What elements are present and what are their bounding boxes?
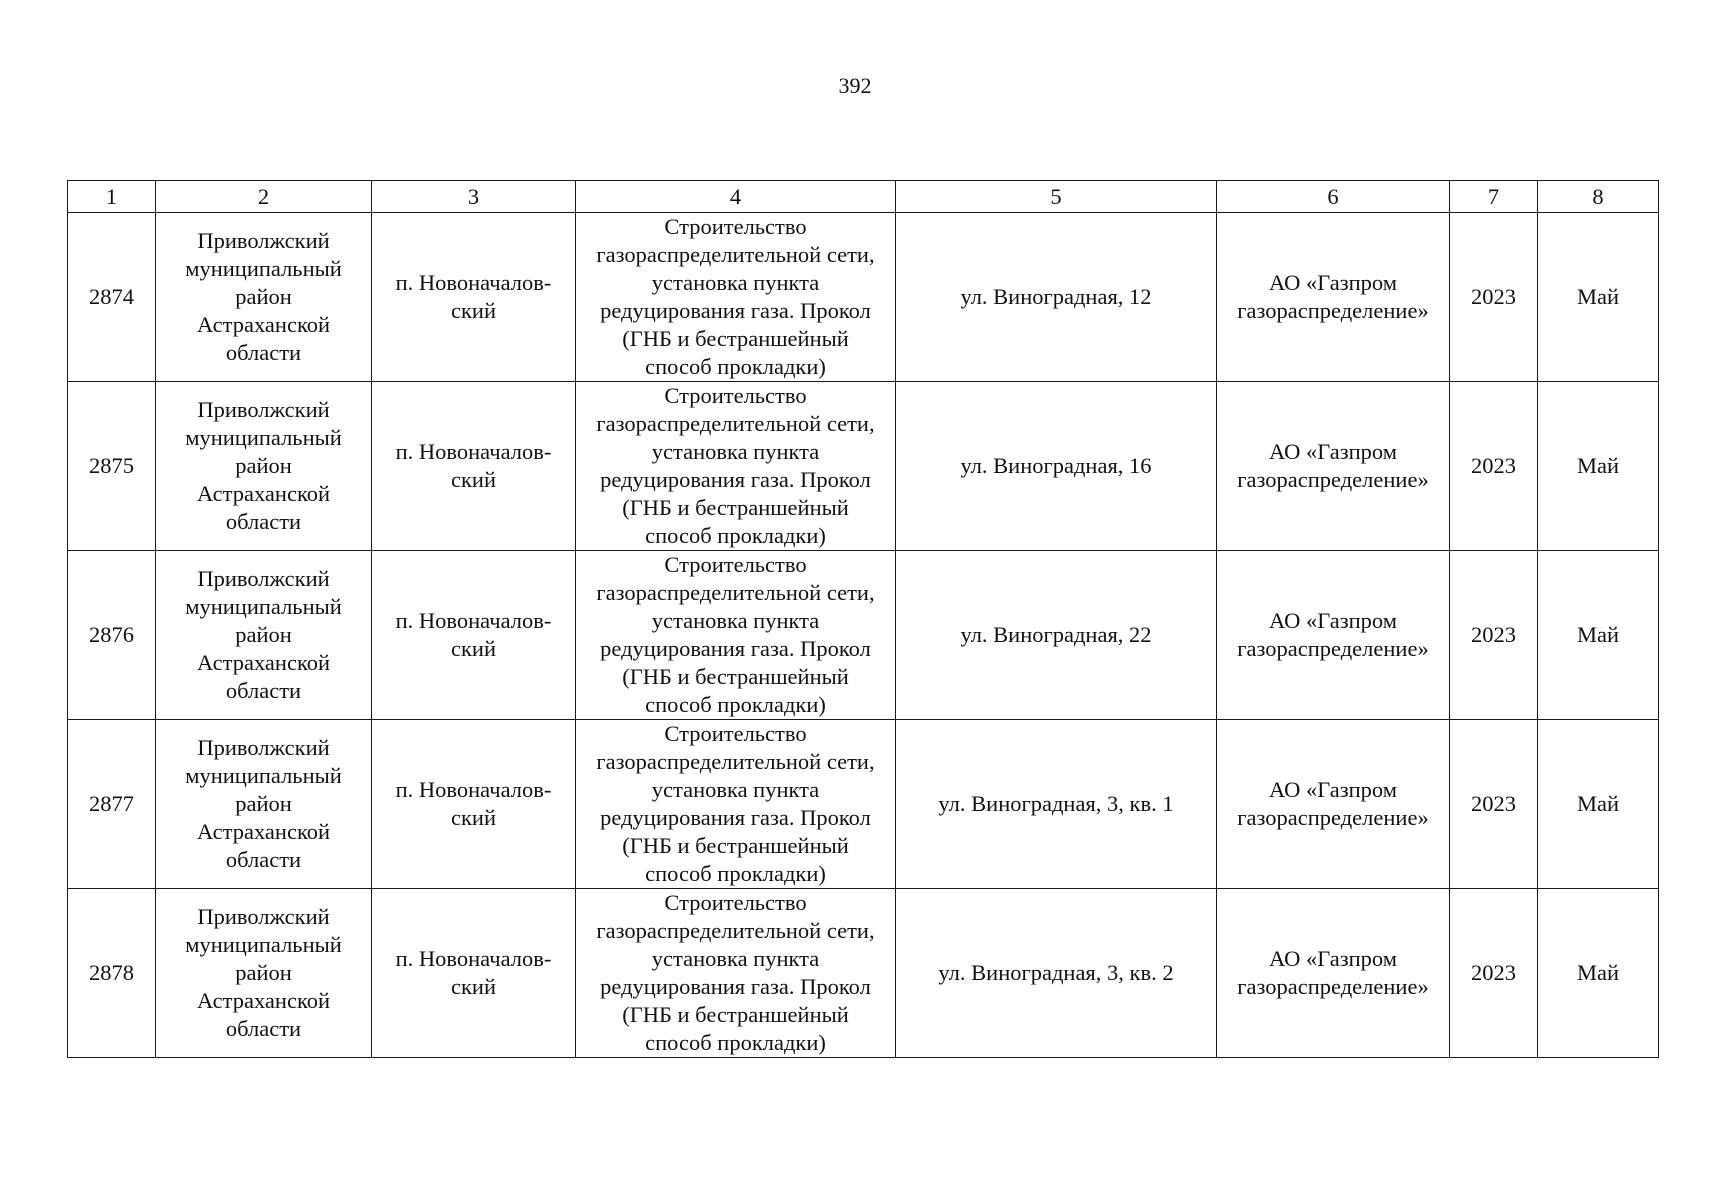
settlement-cell bbox=[372, 213, 576, 382]
column-header-4: 4 bbox=[576, 181, 896, 213]
settlement-cell bbox=[372, 889, 576, 1058]
work-description-cell bbox=[576, 551, 896, 720]
organization-cell bbox=[1217, 889, 1450, 1058]
settlement-cell bbox=[372, 551, 576, 720]
district-cell bbox=[156, 213, 372, 382]
num-text: 2874 bbox=[89, 284, 134, 309]
column-header-1: 1 bbox=[68, 181, 156, 213]
work-description-cell bbox=[576, 720, 896, 889]
work-text: Строительство газораспределительной сети, установка пункта редуцирования газа. Прокол (ГНБ и бестраншейный способ прокладки) bbox=[596, 890, 875, 1055]
row-number-cell bbox=[68, 213, 156, 382]
work-text: Строительство газораспределительной сети, установка пункта редуцирования газа. Прокол (ГНБ и бестраншейный способ прокладки) bbox=[596, 552, 875, 717]
district-cell bbox=[156, 551, 372, 720]
district-text: Приволжский муниципальный район Астраханской области bbox=[185, 566, 342, 703]
settlement-text: п. Новоначалов- ский bbox=[395, 270, 552, 323]
address-cell bbox=[896, 720, 1217, 889]
address-text: ул. Виноградная, 22 bbox=[960, 622, 1152, 647]
district-text: Приволжский муниципальный район Астраханской области bbox=[185, 904, 342, 1041]
table-body bbox=[68, 213, 1659, 1058]
district-cell bbox=[156, 889, 372, 1058]
organization-cell bbox=[1217, 382, 1450, 551]
row-number-cell bbox=[68, 382, 156, 551]
work-description-cell bbox=[576, 382, 896, 551]
year-cell bbox=[1450, 889, 1538, 1058]
organization-cell bbox=[1217, 213, 1450, 382]
year-text: 2023 bbox=[1471, 960, 1516, 985]
column-header-2: 2 bbox=[156, 181, 372, 213]
organization-cell bbox=[1217, 551, 1450, 720]
settlement-text: п. Новоначалов- ский bbox=[395, 608, 552, 661]
year-cell bbox=[1450, 382, 1538, 551]
column-header-6: 6 bbox=[1217, 181, 1450, 213]
work-text: Строительство газораспределительной сети, установка пункта редуцирования газа. Прокол (ГНБ и бестраншейный способ прокладки) bbox=[596, 383, 875, 548]
address-cell bbox=[896, 551, 1217, 720]
year-text: 2023 bbox=[1471, 284, 1516, 309]
num-text: 2878 bbox=[89, 960, 134, 985]
org-text: АО «Газпром газораспределение» bbox=[1237, 777, 1429, 830]
month-cell bbox=[1538, 720, 1659, 889]
settlement-text: п. Новоначалов- ский bbox=[395, 946, 552, 999]
settlement-cell bbox=[372, 720, 576, 889]
row-number-cell bbox=[68, 889, 156, 1058]
month-text: Май bbox=[1576, 960, 1620, 985]
organization-cell bbox=[1217, 720, 1450, 889]
column-header-5: 5 bbox=[896, 181, 1217, 213]
column-header-8: 8 bbox=[1538, 181, 1659, 213]
table-row bbox=[68, 551, 1659, 720]
work-description-cell bbox=[576, 889, 896, 1058]
year-text: 2023 bbox=[1471, 622, 1516, 647]
num-text: 2877 bbox=[89, 791, 134, 816]
year-text: 2023 bbox=[1471, 453, 1516, 478]
org-text: АО «Газпром газораспределение» bbox=[1237, 946, 1429, 999]
work-text: Строительство газораспределительной сети, установка пункта редуцирования газа. Прокол (ГНБ и бестраншейный способ прокладки) bbox=[596, 214, 875, 379]
address-text: ул. Виноградная, 12 bbox=[960, 284, 1152, 309]
table-row bbox=[68, 889, 1659, 1058]
district-text: Приволжский муниципальный район Астраханской области bbox=[185, 735, 342, 872]
address-text: ул. Виноградная, 3, кв. 1 bbox=[938, 791, 1174, 816]
settlement-cell bbox=[372, 382, 576, 551]
header-row bbox=[68, 181, 1659, 213]
year-cell bbox=[1450, 551, 1538, 720]
month-cell bbox=[1538, 213, 1659, 382]
table-row bbox=[68, 720, 1659, 889]
row-number-cell bbox=[68, 720, 156, 889]
month-text: Май bbox=[1576, 284, 1620, 309]
num-text: 2875 bbox=[89, 453, 134, 478]
address-text: ул. Виноградная, 3, кв. 2 bbox=[938, 960, 1174, 985]
org-text: АО «Газпром газораспределение» bbox=[1237, 439, 1429, 492]
column-header-3: 3 bbox=[372, 181, 576, 213]
district-cell bbox=[156, 720, 372, 889]
year-cell bbox=[1450, 720, 1538, 889]
work-text: Строительство газораспределительной сети, установка пункта редуцирования газа. Прокол (ГНБ и бестраншейный способ прокладки) bbox=[596, 721, 875, 886]
address-cell bbox=[896, 382, 1217, 551]
table-header bbox=[68, 181, 1659, 213]
org-text: АО «Газпром газораспределение» bbox=[1237, 608, 1429, 661]
page-number: 392 bbox=[838, 73, 872, 98]
month-cell bbox=[1538, 382, 1659, 551]
row-number-cell bbox=[68, 551, 156, 720]
num-text: 2876 bbox=[89, 622, 134, 647]
address-cell bbox=[896, 889, 1217, 1058]
settlement-text: п. Новоначалов- ский bbox=[395, 777, 552, 830]
table-row bbox=[68, 213, 1659, 382]
month-text: Май bbox=[1576, 453, 1620, 478]
address-text: ул. Виноградная, 16 bbox=[960, 453, 1152, 478]
year-text: 2023 bbox=[1471, 791, 1516, 816]
settlement-text: п. Новоначалов- ский bbox=[395, 439, 552, 492]
work-description-cell bbox=[576, 213, 896, 382]
district-text: Приволжский муниципальный район Астраханской области bbox=[185, 397, 342, 534]
month-text: Май bbox=[1576, 622, 1620, 647]
registry-table bbox=[67, 180, 1659, 1058]
year-cell bbox=[1450, 213, 1538, 382]
org-text: АО «Газпром газораспределение» bbox=[1237, 270, 1429, 323]
month-cell bbox=[1538, 551, 1659, 720]
address-cell bbox=[896, 213, 1217, 382]
column-header-7: 7 bbox=[1450, 181, 1538, 213]
table-row bbox=[68, 382, 1659, 551]
month-text: Май bbox=[1576, 791, 1620, 816]
district-text: Приволжский муниципальный район Астраханской области bbox=[185, 228, 342, 365]
district-cell bbox=[156, 382, 372, 551]
month-cell bbox=[1538, 889, 1659, 1058]
